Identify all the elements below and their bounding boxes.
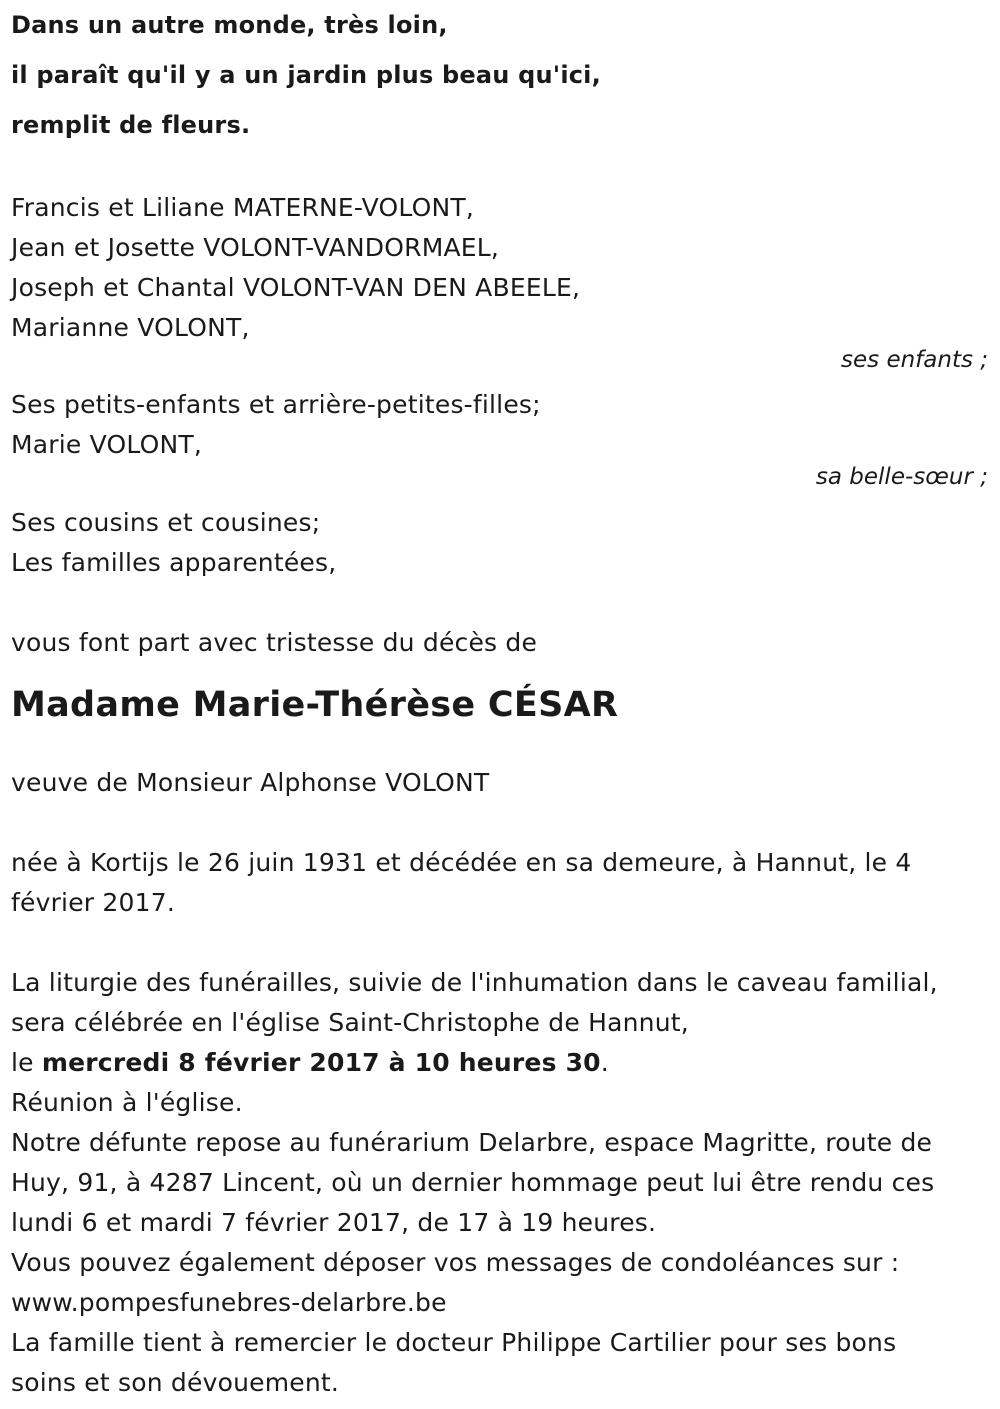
rest-line: Notre défunte repose au funérarium Delarbre, espace Magritte, route de bbox=[11, 1128, 933, 1157]
birth-death-line: février 2017. bbox=[11, 888, 175, 917]
meeting-place: Réunion à l'église. bbox=[11, 1088, 243, 1117]
widow-of: veuve de Monsieur Alphonse VOLONT bbox=[11, 768, 490, 797]
birth-death-line: née à Kortijs le 26 juin 1931 et décédée en sa demeure, à Hannut, le 4 bbox=[11, 848, 912, 877]
poem-line: remplit de fleurs. bbox=[11, 111, 251, 139]
thanks-line: soins et son dévouement. bbox=[11, 1368, 340, 1397]
sister-in-law-role: sa belle-sœur ; bbox=[815, 464, 988, 490]
poem-line: Dans un autre monde, très loin, bbox=[11, 11, 448, 39]
condolences-url[interactable]: www.pompesfunebres-delarbre.be bbox=[11, 1288, 447, 1317]
grandchildren: Ses petits-enfants et arrière-petites-filles; bbox=[11, 390, 541, 419]
poem-line: il paraît qu'il y a un jardin plus beau qu'ici, bbox=[11, 61, 601, 89]
families: Les familles apparentées, bbox=[11, 548, 337, 577]
funeral-date-line bbox=[11, 1043, 991, 1083]
child-name: Francis et Liliane MATERNE-VOLONT, bbox=[11, 193, 475, 222]
thanks-line: La famille tient à remercier le docteur Philippe Cartilier pour ses bons bbox=[11, 1328, 897, 1357]
obituary-document bbox=[11, 0, 991, 1403]
announcement: vous font part avec tristesse du décès de bbox=[11, 628, 538, 657]
child-name: Marianne VOLONT, bbox=[11, 313, 250, 342]
sister-in-law: Marie VOLONT, bbox=[11, 430, 203, 459]
rest-line: Huy, 91, à 4287 Lincent, où un dernier hommage peut lui être rendu ces bbox=[11, 1168, 935, 1197]
funeral-line: La liturgie des funérailles, suivie de l'inhumation dans le caveau familial, bbox=[11, 968, 938, 997]
child-name: Joseph et Chantal VOLONT-VAN DEN ABEELE, bbox=[11, 273, 581, 302]
funeral-date-prefix: le bbox=[11, 1048, 42, 1077]
children-role: ses enfants ; bbox=[841, 347, 988, 373]
poem bbox=[11, 0, 991, 150]
cousins: Ses cousins et cousines; bbox=[11, 508, 321, 537]
rest-line: lundi 6 et mardi 7 février 2017, de 17 à 19 heures. bbox=[11, 1208, 657, 1237]
child-name: Jean et Josette VOLONT-VANDORMAEL, bbox=[11, 233, 500, 262]
funeral-date: mercredi 8 février 2017 à 10 heures 30 bbox=[41, 1048, 601, 1077]
deceased-name: Madame Marie-Thérèse CÉSAR bbox=[11, 685, 619, 725]
condolences-line: Vous pouvez également déposer vos messages de condoléances sur : bbox=[11, 1248, 900, 1277]
children-list bbox=[11, 188, 991, 348]
funeral-date-suffix: . bbox=[600, 1048, 609, 1077]
funeral-line: sera célébrée en l'église Saint-Christophe de Hannut, bbox=[11, 1008, 689, 1037]
